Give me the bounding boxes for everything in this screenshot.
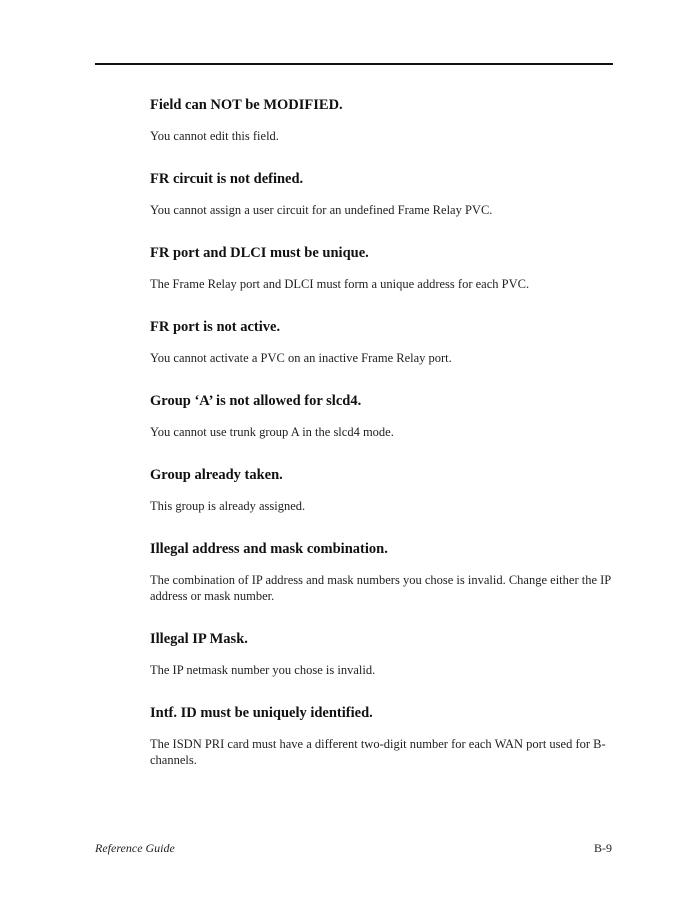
footer-page-number: B-9	[594, 841, 612, 855]
message-description: The Frame Relay port and DLCI must form a unique address for each PVC.	[150, 277, 530, 291]
message-entry	[150, 318, 620, 366]
message-entry	[150, 540, 620, 604]
message-description: You cannot assign a user circuit for an undefined Frame Relay PVC.	[150, 203, 493, 217]
message-heading: Group already taken.	[150, 467, 283, 483]
message-description: You cannot edit this field.	[150, 129, 279, 143]
message-heading: Group ‘A’ is not allowed for slcd4.	[150, 393, 362, 409]
message-list	[150, 96, 620, 794]
message-description: You cannot use trunk group A in the slcd4 mode.	[150, 425, 394, 439]
header-rule	[95, 63, 613, 65]
message-heading: FR port is not active.	[150, 319, 281, 335]
message-entry	[150, 170, 620, 218]
message-description: You cannot activate a PVC on an inactive Frame Relay port.	[150, 351, 452, 365]
message-heading: Illegal IP Mask.	[150, 631, 248, 647]
message-heading: Intf. ID must be uniquely identified.	[150, 705, 373, 721]
message-entry	[150, 392, 620, 440]
footer-document-title: Reference Guide	[95, 841, 175, 855]
message-entry	[150, 96, 620, 144]
message-description: The combination of IP address and mask numbers you chose is invalid. Change either the IP address or mask number.	[150, 573, 611, 603]
message-entry	[150, 244, 620, 292]
message-description: This group is already assigned.	[150, 499, 306, 513]
message-description: The IP netmask number you chose is invalid.	[150, 663, 376, 677]
message-heading: FR port and DLCI must be unique.	[150, 245, 369, 261]
message-heading: Illegal address and mask combination.	[150, 541, 388, 557]
message-description: The ISDN PRI card must have a different two-digit number for each WAN port used for B-channels.	[150, 737, 606, 767]
message-entry	[150, 704, 620, 768]
message-heading: Field can NOT be MODIFIED.	[150, 97, 343, 113]
message-heading: FR circuit is not defined.	[150, 171, 304, 187]
message-entry	[150, 630, 620, 678]
message-entry	[150, 466, 620, 514]
